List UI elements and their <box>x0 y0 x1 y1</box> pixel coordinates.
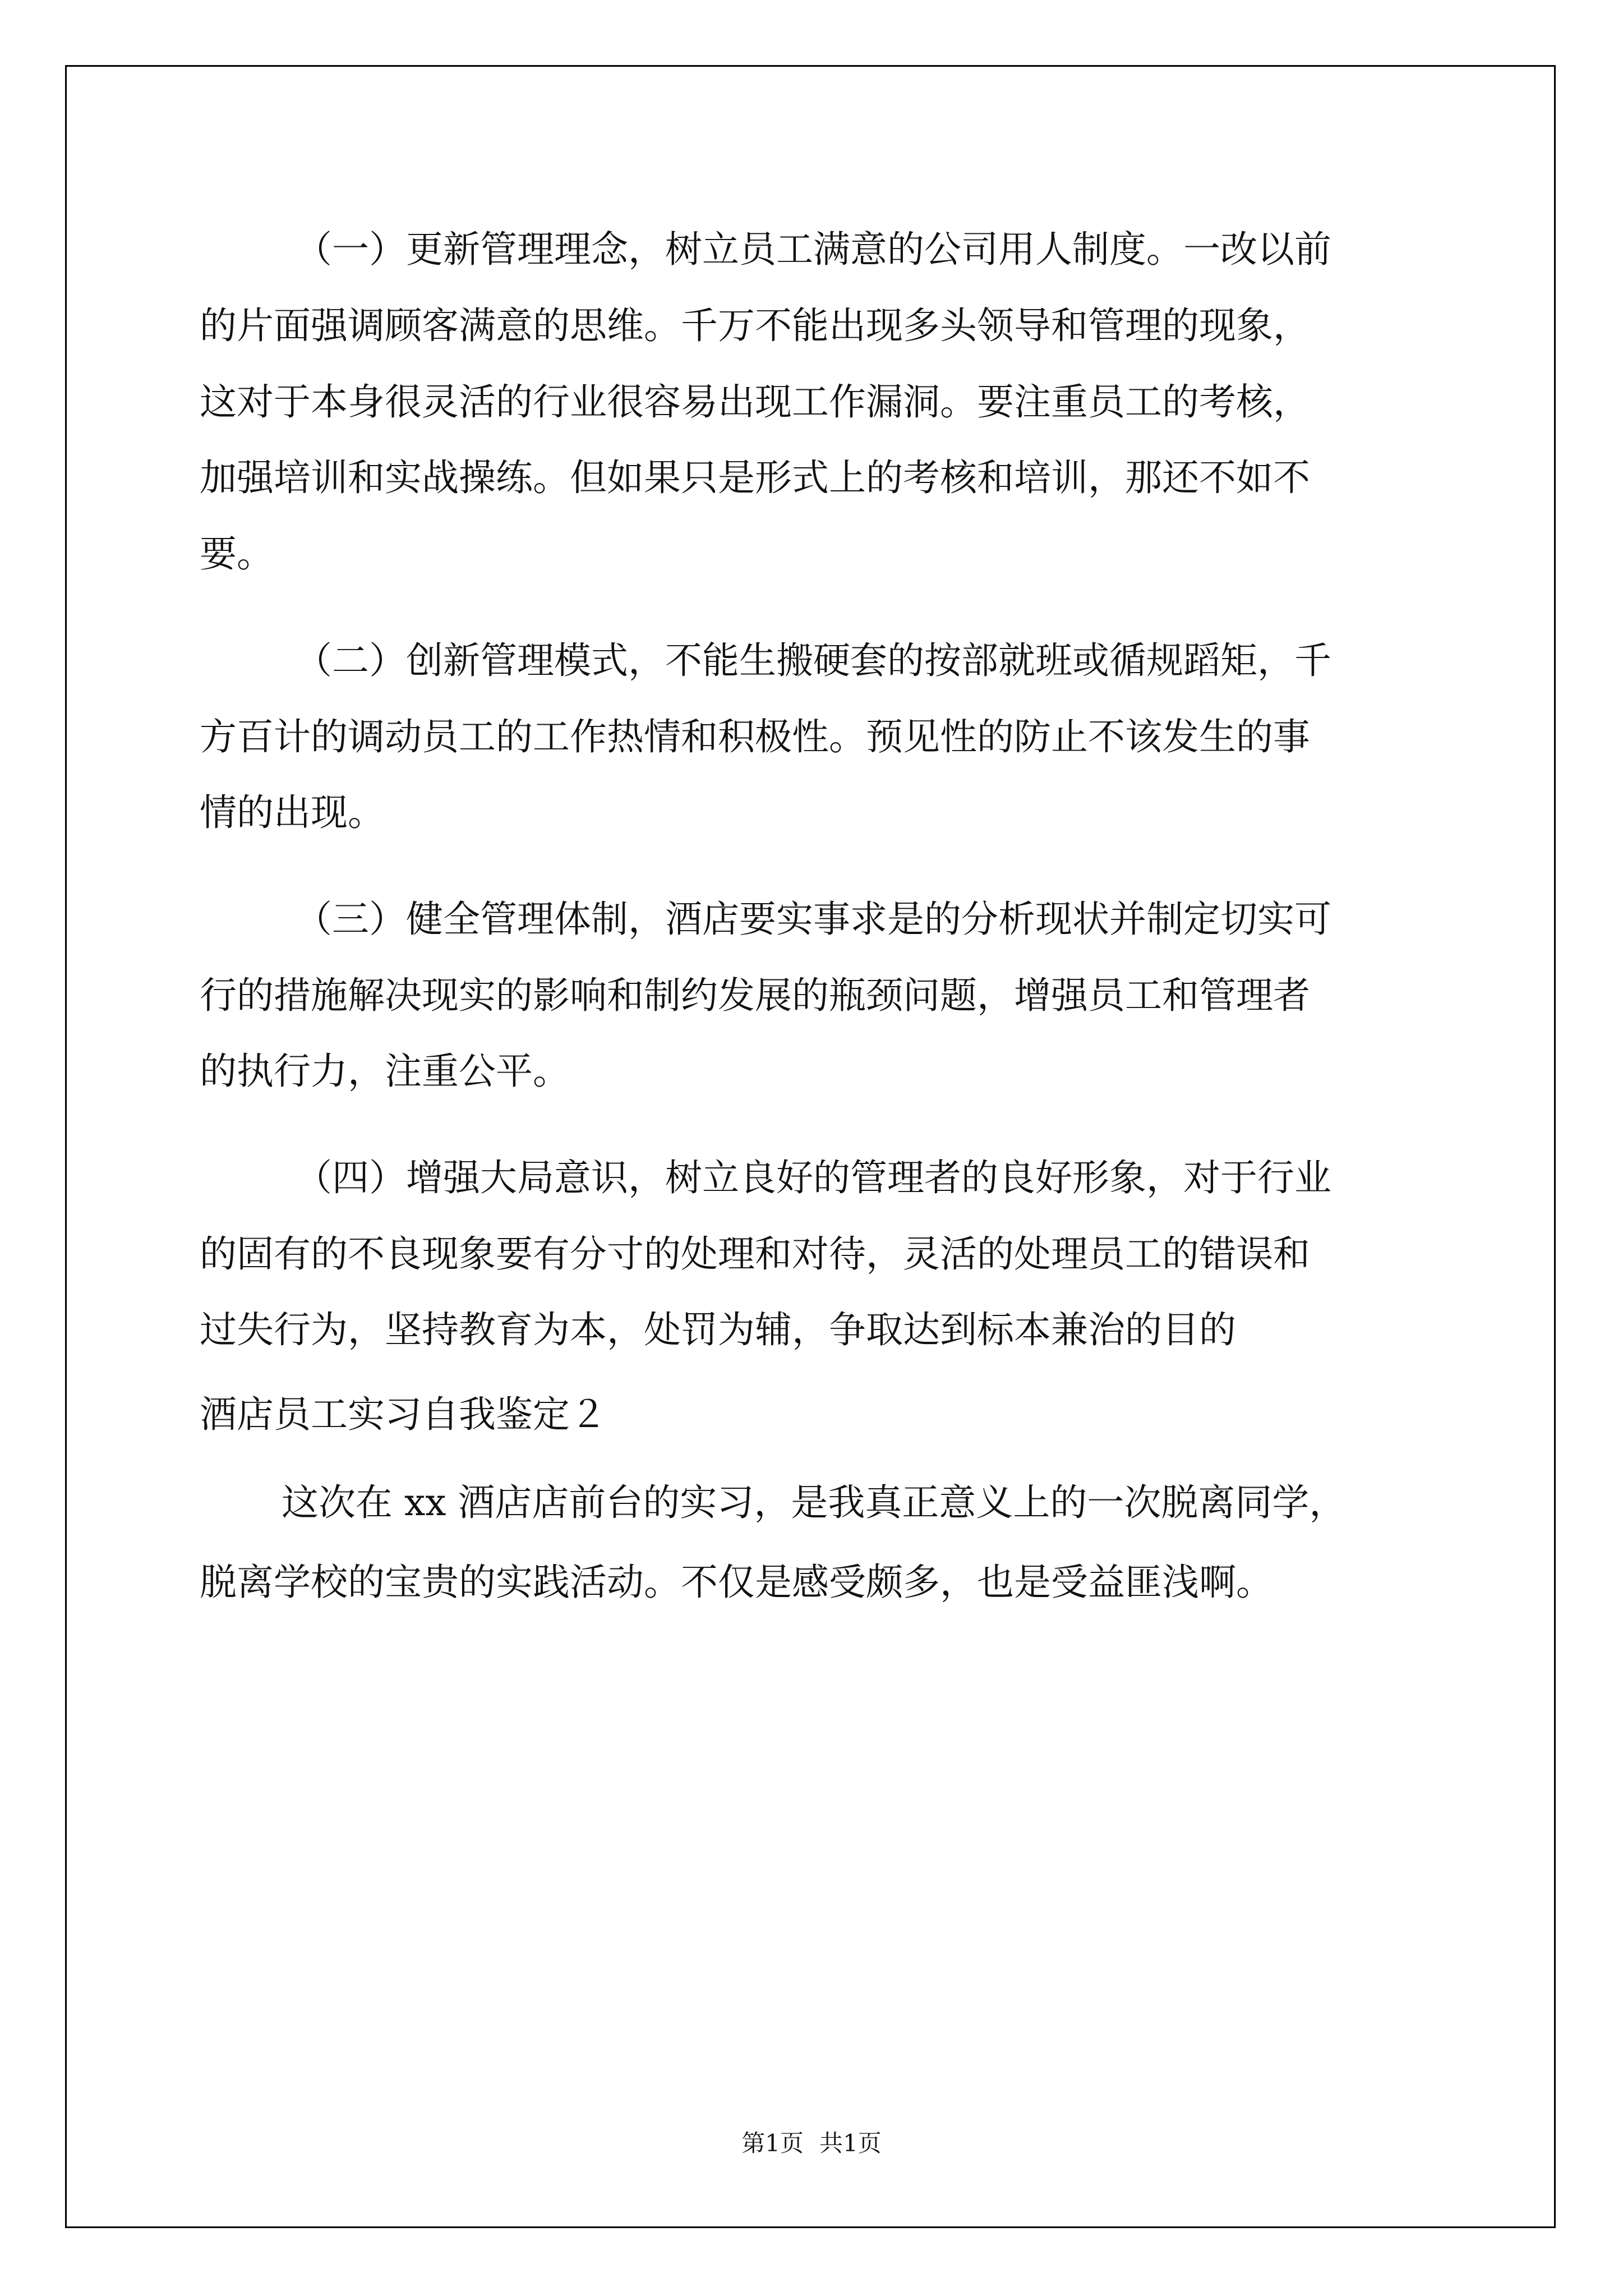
paragraph-1-line-2: 的片面强调顾客满意的思维。千万不能出现多头领导和管理的现象， <box>200 304 1310 347</box>
paragraph-2-line-3: 情的出现。 <box>200 791 385 834</box>
paragraph-2-line-1: （二）创新管理模式，不能生搬硬套的按部就班或循规蹈矩，千 <box>295 639 1331 682</box>
section-title: 酒店员工实习自我鉴定２ <box>200 1393 607 1436</box>
paragraph-4-line-3: 过失行为，坚持教育为本，处罚为辅，争取达到标本兼治的目的 <box>200 1308 1236 1351</box>
paragraph-3-line-3: 的执行力，注重公平。 <box>200 1050 570 1093</box>
paragraph-4-line-1: （四）增强大局意识，树立良好的管理者的良好形象，对于行业 <box>295 1156 1331 1199</box>
final-paragraph-line-1: 这次在 xx 酒店店前台的实习，是我真正意义上的一次脱离同学， <box>282 1481 1347 1524</box>
paragraph-3-line-2: 行的措施解决现实的影响和制约发展的瓶颈问题，增强员工和管理者 <box>200 974 1310 1017</box>
paragraph-1-line-1: （一）更新管理理念，树立员工满意的公司用人制度。一改以前 <box>295 228 1331 271</box>
final-paragraph-line-2: 脱离学校的宝贵的实践活动。不仅是感受颇多，也是受益匪浅啊。 <box>200 1561 1273 1604</box>
paragraph-1-line-3: 这对于本身很灵活的行业很容易出现工作漏洞。要注重员工的考核， <box>200 380 1310 424</box>
page-footer <box>0 2125 1623 2159</box>
paragraph-1-line-4: 加强培训和实战操练。但如果只是形式上的考核和培训，那还不如不 <box>200 456 1310 499</box>
document-body <box>200 222 1456 2045</box>
page-number: 第1页 <box>741 2129 804 2157</box>
paragraph-2-line-2: 方百计的调动员工的工作热情和积极性。预见性的防止不该发生的事 <box>200 715 1310 758</box>
paragraph-1-line-5: 要。 <box>200 532 274 576</box>
paragraph-4-line-2: 的固有的不良现象要有分寸的处理和对待，灵活的处理员工的错误和 <box>200 1232 1310 1276</box>
paragraph-3-line-1: （三）健全管理体制，酒店要实事求是的分析现状并制定切实可 <box>295 898 1331 941</box>
total-pages: 共1页 <box>819 2129 882 2157</box>
